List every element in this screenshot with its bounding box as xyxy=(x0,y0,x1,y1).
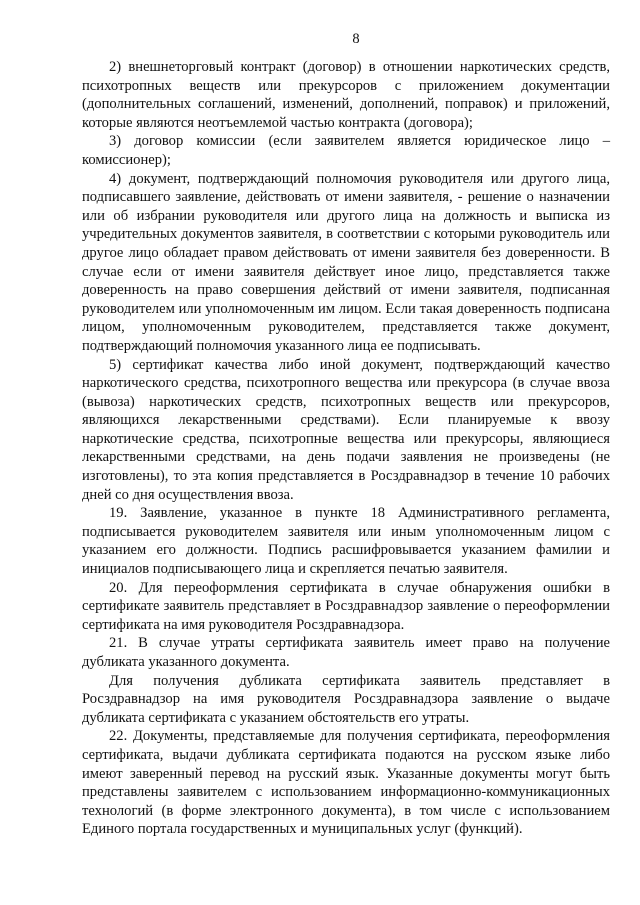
paragraph-item-5: 5) сертификат качества либо иной документ, подтверждающий качество наркотического средства, психотропного вещества или прекурсора (в случае ввоза (вывоза) наркотических средств, психотропных веществ или прекурсоров, являющихся лекарственными средствами). Если планируемые к ввозу наркотические средства, психотропные вещества или прекурсоры, являющиеся лекарственными средствами, на день подачи заявления не произведены (не изготовлены), то эта копия представляется в Росздравнадзор в течение 10 рабочих дней со дня осуществления ввоза. xyxy=(82,356,610,503)
paragraph-duplicate-procedure: Для получения дубликата сертификата заявитель представляет в Росздравнадзор на имя руководителя Росздравнадзора заявление о выдаче дубликата сертификата с указанием обстоятельств его утраты. xyxy=(82,672,610,726)
paragraph-item-4: 4) документ, подтверждающий полномочия руководителя или другого лица, подписавшего заявление, действовать от имени заявителя, - решение о назначении или об избрании руководителя или другого лица на должность и выписка из учредительных документов заявителя, в соответствии с которыми руководитель или другое лицо обладает правом действовать от имени заявителя без доверенности. В случае если от имени заявителя действует иное лицо, представляется также доверенность на право совершения действий от имени заявителя, подписанная руководителем или уполномоченным им лицом. Если такая доверенность подписана лицом, уполномоченным руководителем, представляется также документ, подтверждающий полномочия указанного лица ее подписывать. xyxy=(82,170,610,354)
paragraph-clause-22: 22. Документы, представляемые для получения сертификата, переоформления сертификата, выдачи дубликата сертификата подаются на русском языке либо имеют заверенный перевод на русский язык. Указанные документы могут быть представлены заявителем с использованием информационно-коммуникационных технологий (в форме электронного документа), в том числе с использованием Единого портала государственных и муниципальных услуг (функций). xyxy=(82,728,610,838)
paragraph-clause-20: 20. Для переоформления сертификата в случае обнаружения ошибки в сертификате заявитель представляет в Росздравнадзор заявление о переоформлении сертификата на имя руководителя Росздравнадзора. xyxy=(82,579,610,633)
paragraph-item-3: 3) договор комиссии (если заявителем является юридическое лицо – комиссионер); xyxy=(82,133,610,168)
paragraph-clause-19: 19. Заявление, указанное в пункте 18 Административного регламента, подписывается руководителем заявителя или иным уполномоченным лицом с указанием его должности. Подпись расшифровывается указанием фамилии и инициалов подписывающего лица и скрепляется печатью заявителя. xyxy=(82,505,610,578)
paragraph-item-2: 2) внешнеторговый контракт (договор) в отношении наркотических средств, психотропных веществ или прекурсоров с приложением документации (дополнительных соглашений, изменений, дополнений, поправок) и приложений, которые являются неотъемлемой частью контракта (договора); xyxy=(82,59,610,131)
paragraph-clause-21: 21. В случае утраты сертификата заявитель имеет право на получение дубликата указанного документа. xyxy=(82,635,610,670)
page-number: 8 xyxy=(352,31,360,47)
